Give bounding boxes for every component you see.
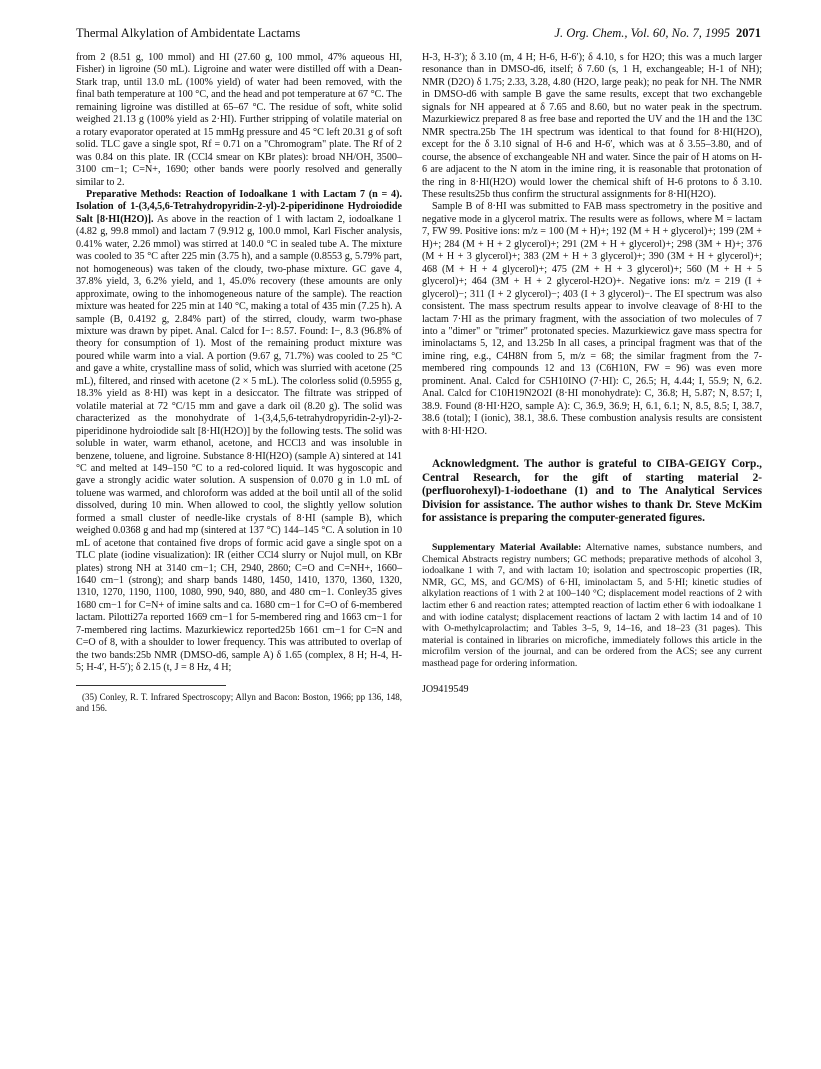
journal-citation [554,26,761,41]
preparative-methods-body: As above in the reaction of 1 with lactam 2, iodoalkane 1 (4.82 g, 99.8 mmol) and lactam 7 (9.912 g, 100.0 mmol, Karl Fischer analysis, 0.41% water, 2.26 mmol) was stirred at 140.0 °C in sealed tube A. The mixture was cooled to 35 °C after 225 min (3.75 h), and a sample (0.8553 g, 5.79% part, not homogeneous) was taken of the cloudy, two-phase mixture. GC gave 4, 37.8% yield, 3, 6.2% yield, and 1, 45.0% recovery (these amounts are only approximate, owing to the inhomogeneous nature of the sample). The reaction mixture was heated for 225 min at 140 °C, making a total of 435 min (7.25 h). A sample (B, 0.4192 g, 2.84% part) of the stirred, cloudy, warm two-phase mixture was drawn by pipet. Anal. Calcd for I−: 8.57. Found: I−, 8.3 (96.8% of theory for consumption of 1). Most of the remaining product mixture was poured while warm into a vial. A portion (9.67 g, 71.7%) was cooled to 25 °C and gave a white, crystalline mass of solid, which was slurried with acetone (25 mL), filtered, and rinsed with acetone (2 × 5 mL). The colorless solid (0.5955 g, 18.3% yield as 8·HI) was kept in a desiccator. The filtrate was stripped of volatile material at 72 °C/15 mm and gave a dark oil (8.20 g). The solid was characterized as the monohydrate of 1-(3,4,5,6-tetrahydropyridin-2-yl)-2-piperidinone hydroiodide salt [8·HI(H2O)] by the following tests. The solid was soluble in water, warm ethanol, acetone, and HCCl3 and was insoluble in benzene, toluene, and ligroine. Substance 8·HI(H2O) (sample A) sintered at 141 °C and melted at 149–150 °C to a red-colored liquid. It was hygoscopic and gave a strongly acidic water solution. A suspension of 0.070 g in 1.0 mL of toluene was warmed, and chloroform was added at the boil until all of the solid dissolved, during 10 min. When allowed to cool, the slightly yellow solution formed a small cluster of needle-like crystals of 8·HI (sample B), which weighed 0.0368 g and had mp (sintered at 137 °C) 144–145 °C. A solution in 10 mL of acetone that contained five drops of formic acid gave a single spot on a TLC plate (iodine visualization): IR (either CCl4 slurry or Nujol mull, on KBr plates) strong NH at 3140 cm−1; CH, 2940, 2860; C=O and C=NH+, 1660–1640 cm−1 (strong); and sharp bands 1480, 1450, 1410, 1370, 1360, 1320, 1310, 1270, 1190, 1100, 1080, 990, 940, 880, and 480 cm−1. Conley35 gives 1680 cm−1 for C=N+ of imine salts and ca. 1680 cm−1 for C=O of 6-membered lactam. Pilotti27a reported 1669 cm−1 for 5-membered ring and 1663 cm−1 for 7-membered ring lactims. Mazurkiewicz reported25b 1661 cm−1 for C=N and C=O of 8, with a shoulder to lower frequency. This was attributed to overlap of the two bands:25b NMR (DMSO-d6, sample A) δ 1.65 (complex, 8 H; H-4, H-5; H-4′, H-5′); δ 2.15 (t, J = 8 Hz, 4 H; [76,213,402,674]
preparative-methods-heading: Preparative Methods: Reaction of Iodoalkane 1 with Lactam 7 (n = 4). Isolation of 1-(3,4,5,6-Tetrahydropyridin-2-yl)-2-piperidinone Hydroiodide Salt [8·HI(H2O)]. [76,188,402,225]
left-paragraph-1: from 2 (8.51 g, 100 mmol) and HI (27.60 g, 100 mmol, 47% aqueous HI, Fisher) in ligroine (50 mL). Ligroine and water were distilled off with a Dean-Stark trap, until 13.0 mL (100% yield) of water had been removed, with the final bath temperature at 100 °C, and the head and pot temperature at 67 °C. The remaining ligroine was distilled at 65–67 °C. The residue of soft, white solid weighed 21.13 g (100% yield as 2·HI). Further stripping of volatile material on a rotary evaporator operated at 15 mmHg pressure and 45 °C left 20.31 g of soft solid. TLC gave a single spot, Rf = 0.71 on a "Chromogram" plate. The Rf of 2 was 0.84 on this plate. IR (CCl4 smear on KBr plates): broad NH/OH, 3500–3100 cm−1; C=N+, 1690; other bands were poorly resolved and generally similar to 2. [76,52,402,188]
manuscript-code: JO9419549 [422,683,469,695]
acknowledgment [422,458,762,526]
left-paragraph-2 [76,189,402,675]
running-header [76,26,761,42]
page-number: 2071 [736,26,761,40]
journal-reference: J. Org. Chem., Vol. 60, No. 7, 1995 [554,26,730,40]
supplementary-material [422,542,762,670]
footnote-rule [76,685,226,686]
footnote-35: (35) Conley, R. T. Infrared Spectroscopy; Allyn and Bacon: Boston, 1966; pp 136, 148, and 156. [76,691,402,713]
acknowledgment-label: Acknowledgment. [432,458,519,471]
supplementary-label: Supplementary Material Available: [432,542,582,554]
right-column [422,52,762,696]
running-title: Thermal Alkylation of Ambidentate Lactams [76,26,301,40]
supplementary-text: Alternative names, substance numbers, and Chemical Abstracts registry numbers; GC methods; preparative methods of alcohol 3, iodoalkane 1 with 7, and with lactam 10; isolation and spectroscopic properties (IR, NMR, GC, MS, and GC/MS) of 6·HI, iminolactam 5, and 5·HI; kinetic studies of alkylation reactions of 1 with 2 at 100–140 °C; displacement model reactions of 2 with lactim ether 6 and reaction rates; attempted reaction of lactim ether 6 with iodoalkane 1 and with iodine catalyst; displacement reactions of lactam 2 with lactim 14 and of 10 with O-methylcaprolactim; and Tables 3–5, 9, 14–16, and 18–23 (31 pages). This material is contained in libraries on microfiche, immediately follows this article in the microfilm version of the journal, and can be ordered from the ACS; see any current masthead page for ordering information. [422,542,762,669]
right-paragraph-1: H-3, H-3′); δ 3.10 (m, 4 H; H-6, H-6′); δ 4.10, s for H2O; this was a much larger resonance than in DMSO-d6, itself; δ 7.60 (s, 1 H, exchangeable; H-1 of NH); NMR (D2O) δ 1.75; 2.33, 3.28, 4.80 (H2O, large peak); no peak for NH. The NMR in DMSO-d6 with sample B gave the same results, except that two exchangeble signals for NH appeared at δ 7.65 and 8.60, but no water peak in the spectrum. Mazurkiewicz prepared 8 as free base and reported the UV and the 1H and the 13C NMR spectra.25b The 1H spectrum was identical to that found for 8·HI(H2O), except for the δ 3.10 signal of H-6 and H-6′, which was at δ 3.55–3.80, and of course, the absence of exchangeable NH and water. Since the pair of H atoms on H-6 are adjacent to the N atom in the imine ring, it is reasonable that protonation of the ring in 8·HI(H2O) would lower the chemical shift of H-6 protons to δ 3.10. These results25b thus confirm the structural assignments for 8·HI(H2O). [422,52,762,200]
right-paragraph-2: Sample B of 8·HI was submitted to FAB mass spectrometry in the positive and negative mode in a glycerol matrix. The results were as follows, where M = lactam 7, FW 99. Positive ions: m/z = 100 (M + H)+; 192 (M + H + glycerol)+; 199 (2M + H)+; 284 (M + H + 2 glycerol)+; 291 (2M + H + glycerol)+; 298 (3M + H)+; 376 (M + H + 3 glycerol)+; 383 (2M + H + 3 glycerol)+; 390 (3M + H + glycerol)+; 468 (M + H + 4 glycerol)+; 475 (2M + H + 3 glycerol)+; 560 (M + H + 5 glycerol)+; 464 (3M + H + 2 glycerol-H2O)+. Negative ions: m/z = 219 (I + glycerol)−; 311 (I + 2 glycerol)−; 403 (I + 3 glycerol)−. The EI spectrum was also consistent. The mass spectrum results appear to involve cleavage of 8·HI to the lactam 7·HI as the primary fragment, with the association of two molecules of 7 into a "dimer" or "trimer" protonated species. Mazurkiewicz gave mass spectra for iminolactams 5, 12, and 13.25b In all cases, a principal fragment was that of the imine ring, e.g., C4H8N from 5, m/z = 68; the similar fragment from the 7-membered ring compounds 12 and 13 (C6H10N, FW = 96) was even more prominent. Anal. Calcd for C5H10INO (7·HI): C, 26.5; H, 4.44; I, 55.9; N, 6.2. Anal. Calcd for C10H19N2O2I (8·HI monohydrate): C, 36.8; H, 5.87; N, 8.57; I, 38.9. Found (8·HI·H2O, sample A): C, 36.9, 36.9; H, 6.1, 6.1; N, 8.5, 8.5; I, 38.7, 38.6 (total); I (ionic), 38.1, 38.6. These combustion analysis results are consistent with 8·HI·H2O. [422,201,762,437]
left-column [76,52,402,714]
acknowledgment-text: The author is grateful to CIBA-GEIGY Corp., Central Research, for the gift of starting material 2-(perfluorohexyl)-1-iodoethane (1) and to The Analytical Services Division for assistance. The author wishes to thank Dr. Steve McKim for assistance is preparing the computer-generated figures. [422,458,762,525]
